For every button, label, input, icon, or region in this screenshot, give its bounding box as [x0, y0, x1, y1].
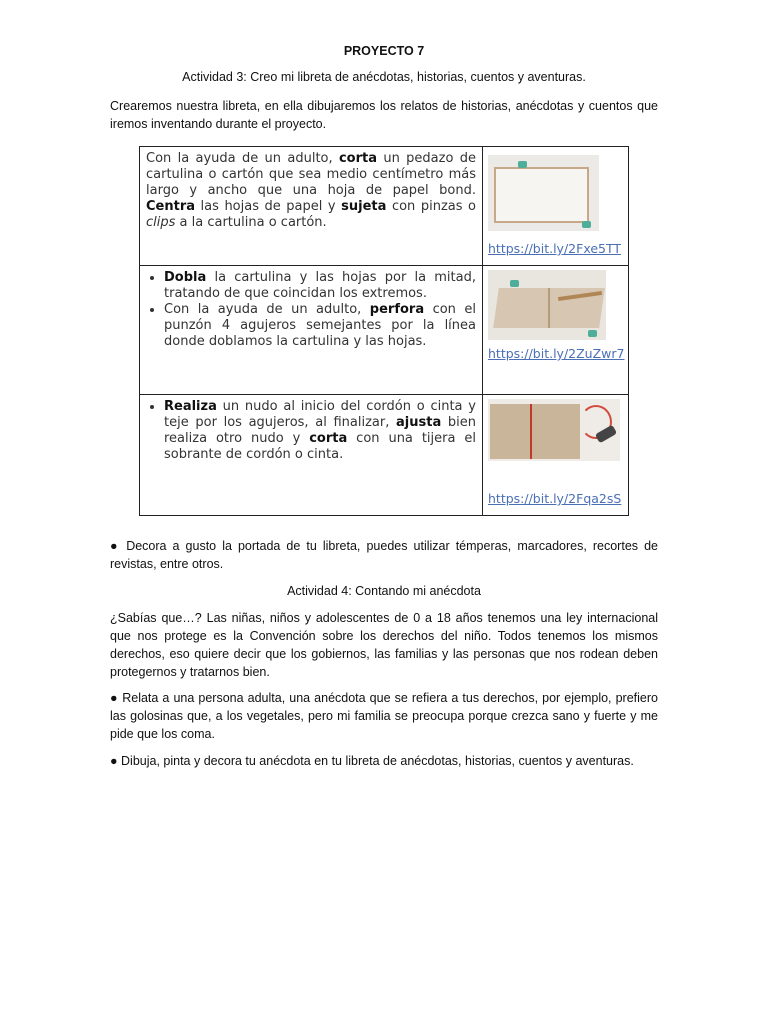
- table-row: [140, 147, 628, 266]
- bullet-text: Con la ayuda de un adulto,: [164, 302, 370, 317]
- bullet-text: bien realiza otro nudo y: [164, 415, 476, 446]
- bold-verb: corta: [309, 431, 348, 446]
- activity3-title: Actividad 3: Creo mi libreta de anécdotas, historias, cuentos y aventuras.: [182, 70, 586, 84]
- sabias-paragraph: ¿Sabías que…? Las niñas, niños y adolescentes de 0 a 18 años tenemos una ley internacional que nos protege es la Convención sobre los derechos del niño. Todos tenemos los mismos derechos, eso quiere decir que los gobiernos, las familias y las personas que nos rodean deben protegernos y tratarnos bien.: [110, 611, 658, 679]
- bold-verb: ajusta: [396, 415, 442, 430]
- reference-link[interactable]: https://bit.ly/2Fxe5TT: [488, 241, 622, 256]
- bullet-text: con el punzón 4 agujeros semejantes por la línea donde doblamos la cartulina y las hojas.: [164, 302, 476, 349]
- notebook-photo-icon: [488, 155, 599, 231]
- instruction-cell: Con la ayuda de un adulto, corta un pedazo de cartulina o cartón que sea medio centímetro más largo y ancho que una hoja de papel bond. Centra las hojas de papel y sujeta con pinzas o clips a la cartulina o cartón.: [140, 147, 483, 265]
- intro-paragraph: Crearemos nuestra libreta, en ella dibujaremos los relatos de historias, anécdotas y cuentos que iremos inventando durante el proyecto.: [110, 99, 658, 131]
- stitched-notebook-photo-icon: [488, 399, 620, 461]
- relata-bullet: ● Relata a una persona adulta, una anécdota que se refiera a tus derechos, por ejemplo, prefiero las golosinas que, a los vegetales, pero mi familia se preocupa porque crezca sano y fuerte y me pide que los coma.: [110, 691, 658, 741]
- instruction-cell: [140, 266, 483, 394]
- instructions-table: [139, 146, 629, 516]
- dibuja-bullet: ● Dibuja, pinta y decora tu anécdota en tu libreta de anécdotas, historias, cuentos y aventuras.: [110, 754, 634, 768]
- activity4-title: Actividad 4: Contando mi anécdota: [287, 584, 481, 598]
- page-title: PROYECTO 7: [343, 44, 425, 58]
- table-row: [140, 395, 628, 515]
- bold-verb: Dobla: [164, 270, 207, 285]
- image-cell: [483, 147, 628, 265]
- reference-link[interactable]: https://bit.ly/2ZuZwr7: [488, 346, 625, 361]
- instruction-cell: [140, 395, 483, 515]
- decora-bullet: ● Decora a gusto la portada de tu libreta, puedes utilizar témperas, marcadores, recortes de revistas, entre otros.: [110, 539, 658, 571]
- bullet-text: un nudo al inicio del cordón o cinta y teje por los agujeros, al finalizar,: [164, 399, 476, 430]
- table-row: [140, 266, 628, 395]
- bold-verb: Realiza: [164, 399, 217, 414]
- folded-card-photo-icon: [488, 270, 606, 340]
- bullet-text: la cartulina y las hojas por la mitad, tratando de que coincidan los extremos.: [164, 270, 476, 301]
- bullet-text: con una tijera el sobrante de cordón o cinta.: [164, 431, 476, 462]
- reference-link[interactable]: https://bit.ly/2Fqa2sS: [488, 491, 622, 506]
- image-cell: [483, 266, 628, 394]
- bold-verb: perfora: [369, 302, 425, 317]
- image-cell: [483, 395, 628, 515]
